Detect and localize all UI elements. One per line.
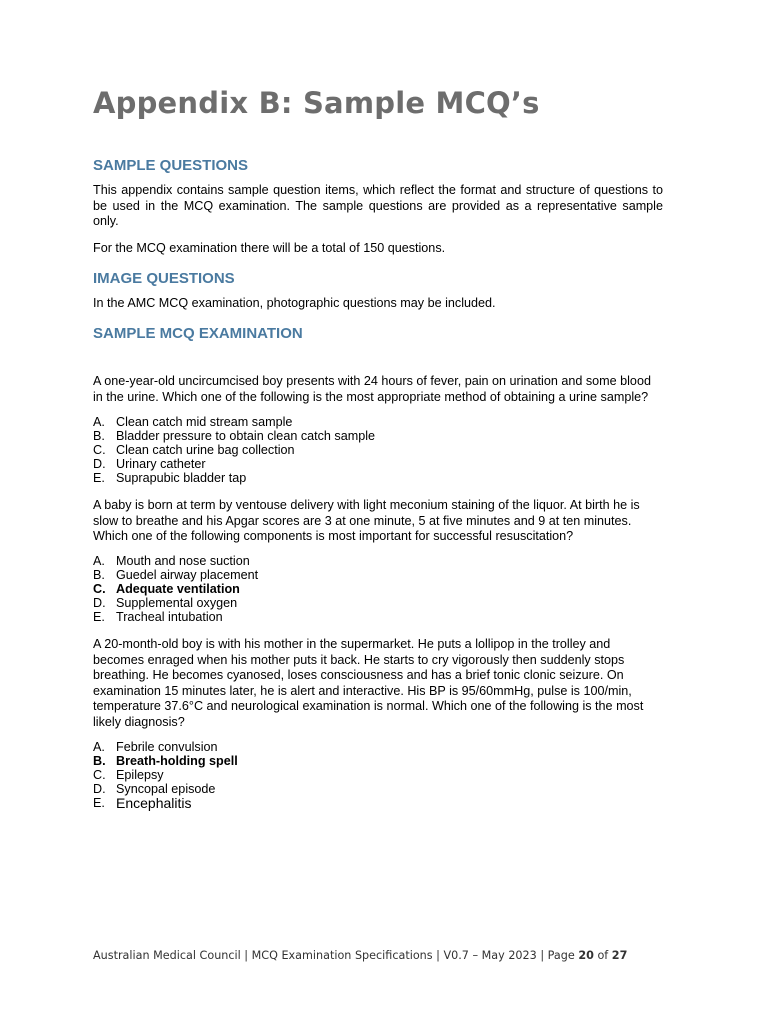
option-item: A. Clean catch mid stream sample: [93, 415, 293, 429]
sample-questions-intro: This appendix contains sample question items, which reflect the format and structure of questions to be used in the MCQ examination. The sample questions are provided as a representative sample only.: [93, 183, 663, 229]
heading-image-questions: IMAGE QUESTIONS: [93, 270, 235, 287]
page-footer: [93, 949, 627, 962]
option-item: B. Bladder pressure to obtain clean catch sample: [93, 429, 376, 443]
option-item: B. Guedel airway placement: [93, 568, 259, 582]
question-3-options: [93, 740, 238, 810]
question-1-options: [93, 415, 375, 485]
heading-sample-exam: SAMPLE MCQ EXAMINATION: [93, 325, 303, 342]
image-questions-text: In the AMC MCQ examination, photographic questions may be included.: [93, 296, 496, 310]
option-item: A. Mouth and nose suction: [93, 554, 250, 568]
option-item: E. Tracheal intubation: [93, 610, 223, 624]
heading-sample-questions: SAMPLE QUESTIONS: [93, 157, 249, 174]
question-1-stem: A one-year-old uncircumcised boy presents with 24 hours of fever, pain on urination and some blood in the urine. Which one of the following is the most appropriate method of obtaining a urine sample?: [93, 374, 651, 404]
option-item: D. Supplemental oxygen: [93, 596, 238, 610]
option-item: A. Febrile convulsion: [93, 740, 218, 754]
option-item: D. Urinary catheter: [93, 457, 206, 471]
page-title: Appendix B: Sample MCQ’s: [93, 86, 540, 120]
question-3-stem: A 20-month-old boy is with his mother in the supermarket. He puts a lollipop in the trolley and becomes enraged when his mother puts it back. He starts to cry vigorously then suddenly stops breathing. He becomes cyanosed, loses consciousness and has a brief tonic clonic seizure. On examination 15 minutes later, he is alert and interactive. His BP is 95/60mmHg, pulse is 100/min, temperature 37.6°C and neurological examination is normal. Which one of the following is the most likely diagnosis?: [93, 637, 644, 729]
option-item: E. Encephalitis: [93, 795, 192, 811]
option-item: D. Syncopal episode: [93, 782, 216, 796]
option-item-correct: B. Breath-holding spell: [93, 754, 238, 768]
footer-page-number: 20: [578, 949, 594, 962]
option-item-correct: C. Adequate ventilation: [93, 582, 240, 596]
option-item: C. Clean catch urine bag collection: [93, 443, 295, 457]
footer-page-total: 27: [611, 949, 628, 962]
sample-questions-total: For the MCQ examination there will be a total of 150 questions.: [93, 241, 446, 255]
question-2-stem: A baby is born at term by ventouse delivery with light meconium staining of the liquor. At birth he is slow to breathe and his Apgar scores are 3 at one minute, 5 at five minutes and 9 at ten minutes. Which one of the following components is most important for successful resuscitation?: [93, 498, 640, 544]
option-item: C. Epilepsy: [93, 768, 164, 782]
question-2-options: [93, 554, 258, 624]
footer-of: of: [593, 949, 612, 962]
option-item: E. Suprapubic bladder tap: [93, 471, 247, 485]
footer-text: Australian Medical Council | MCQ Examination Specifications | V0.7 – May 2023 | Page: [93, 949, 579, 962]
